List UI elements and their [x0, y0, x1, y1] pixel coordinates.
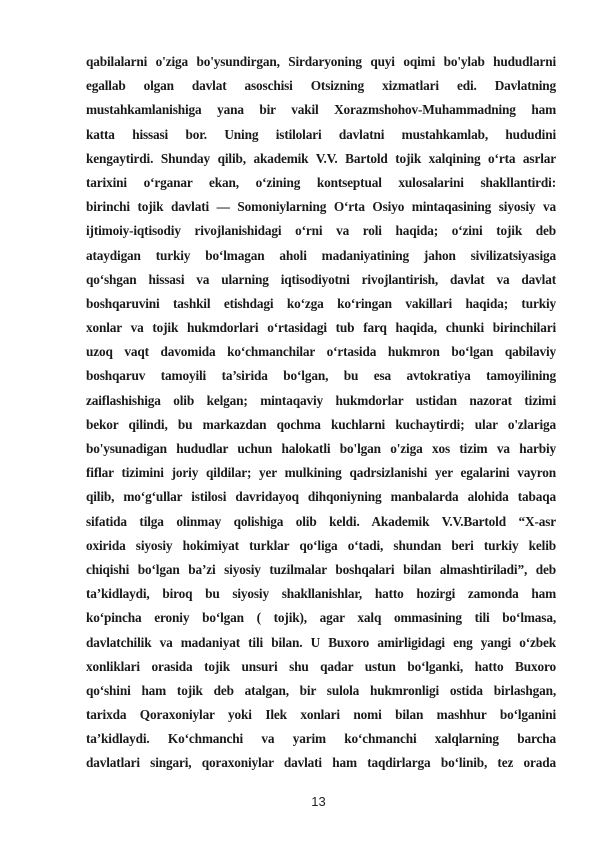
- page-number: 13: [311, 794, 326, 809]
- text-line: qo‘shgan hissasi va ularning iqtisodiyotni rivojlantirish, davlat va davlat: [86, 271, 556, 287]
- text-line: sifatida tilga olinmay qolishiga olib keldi. Akademik V.V.Bartold “X-asr: [86, 513, 556, 529]
- text-line: katta hissasi bor. Uning istilolari davlatni mustahkamlab, hududini: [86, 126, 556, 142]
- text-line: xonlar va tojik hukmdorlari o‘rtasidagi tub farq haqida, chunki birinchilari: [86, 320, 556, 336]
- text-line: ataydigan turkiy bo‘lmagan aholi madaniyatining jahon sivilizatsiyasiga: [86, 247, 556, 263]
- text-line: egallab olgan davlat asoschisi Otsizning xizmatlari edi. Davlatning: [86, 78, 556, 94]
- text-line: ijtimoiy-iqtisodiy rivojlanishidagi o‘rni va roli haqida; o‘zini tojik deb: [86, 223, 556, 239]
- text-line: davlatlari singari, qoraxoniylar davlati ham taqdirlarga bo‘linib, tez orada: [86, 755, 556, 771]
- text-line: uzoq vaqt davomida ko‘chmanchilar o‘rtasida hukmron bo‘lgan qabilaviy: [86, 344, 556, 360]
- body-text: [86, 50, 556, 776]
- text-line: chiqishi bo‘lgan ba’zi siyosiy tuzilmalar boshqalari bilan almashtiriladi”, deb: [86, 561, 556, 577]
- text-line: davlatchilik va madaniyat tili bilan. U Buxoro amirligidagi eng yangi o‘zbek: [86, 634, 556, 650]
- text-line: bo'ysunadigan hududlar uchun halokatli bo'lgan o'ziga xos tizim va harbiy: [86, 441, 556, 456]
- text-line: xonliklari orasida tojik unsuri shu qadar ustun bo‘lganki, hatto Buxoro: [86, 658, 556, 674]
- text-line: bekor qilindi, bu markazdan qochma kuchlarni kuchaytirdi; ular o'zlariga: [86, 416, 556, 432]
- text-line: tarixini o‘rganar ekan, o‘zining kontseptual xulosalarini shakllantirdi:: [86, 174, 556, 190]
- text-line: oxirida siyosiy hokimiyat turklar qo‘liga o‘tadi, shundan beri turkiy kelib: [86, 537, 556, 553]
- text-line: boshqaruvini tashkil etishdagi ko‘zga ko‘ringan vakillari haqida; turkiy: [86, 295, 556, 311]
- text-line: qo‘shini ham tojik deb atalgan, bir sulola hukmronligi ostida birlashgan,: [86, 682, 556, 698]
- text-line: fiflar tizimini joriy qildilar; yer mulkining qadrsizlanishi yer egalarini vayron: [86, 465, 556, 481]
- text-line: zaiflashishiga olib kelgan; mintaqaviy hukmdorlar ustidan nazorat tizimi: [86, 392, 556, 408]
- text-line: ko‘pincha eroniy bo‘lgan ( tojik), agar xalq ommasining tili bo‘lmasa,: [86, 610, 556, 626]
- text-line: tarixda Qoraxoniylar yoki Ilek xonlari nomi bilan mashhur bo‘lganini: [86, 707, 556, 723]
- text-line: kengaytirdi. Shunday qilib, akademik V.V. Bartold tojik xalqining o‘rta asrlar: [86, 150, 556, 166]
- text-line: qilib, mo‘g‘ullar istilosi davridayoq dihqoniyning manbalarda alohida tabaqa: [86, 489, 556, 505]
- text-line: ta’kidlaydi. Ko‘chmanchi va yarim ko‘chmanchi xalqlarning barcha: [86, 731, 556, 747]
- text-line: birinchi tojik davlati — Somoniylarning O‘rta Osiyo mintaqasining siyosiy va: [86, 199, 556, 215]
- text-line: mustahkamlanishiga yana bir vakil Xorazmshohov-Muhammadning ham: [86, 102, 556, 118]
- text-line: qabilalarni o'ziga bo'ysundirgan, Sirdaryoning quyi oqimi bo'ylab hududlarni: [86, 54, 556, 69]
- text-line: boshqaruv tamoyili ta’sirida bo‘lgan, bu esa avtokratiya tamoyilining: [86, 368, 556, 384]
- text-line: ta’kidlaydi, biroq bu siyosiy shakllanishlar, hatto hozirgi zamonda ham: [86, 586, 556, 602]
